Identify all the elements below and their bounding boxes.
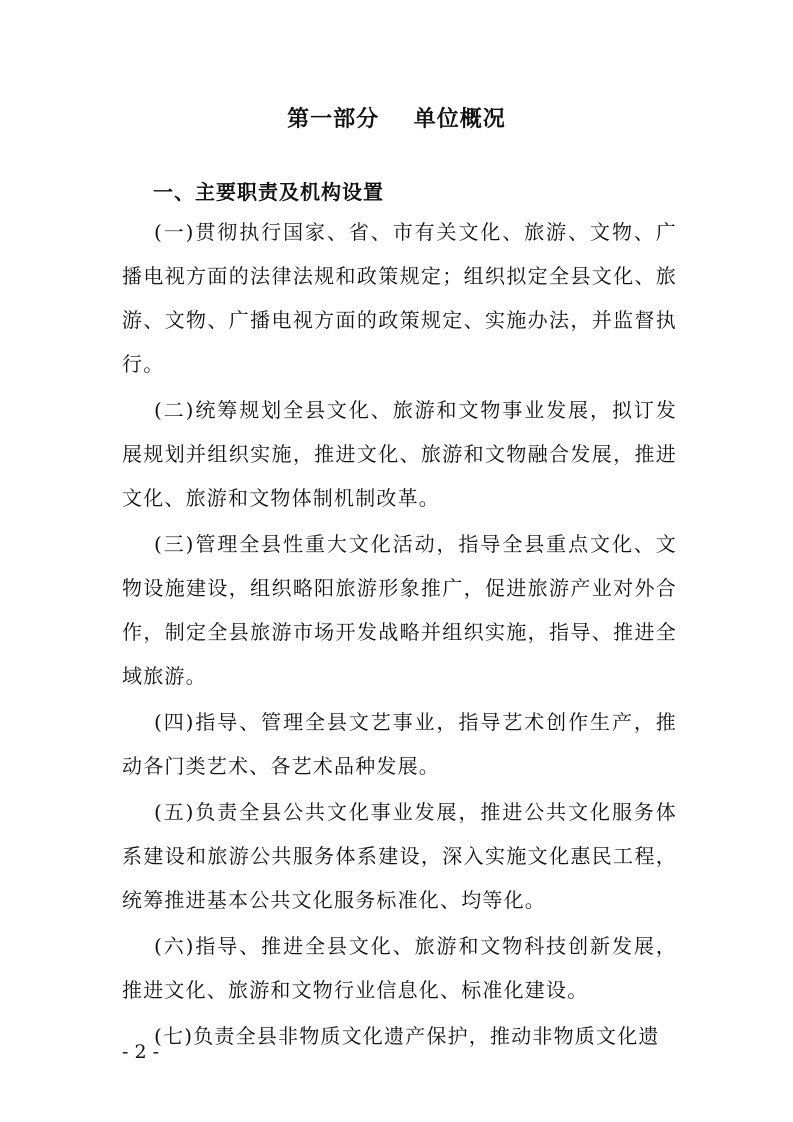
page-number: - 2 - [122, 1041, 160, 1063]
page-title: 第一部分 单位概况 [287, 107, 506, 132]
paragraph-7: (七)负责全县非物质文化遗产保护，推动非物质文化遗 [154, 1024, 660, 1048]
paragraph-1: (一)贯彻执行国家、省、市有关文化、旅游、文物、广播电视方面的法律法规和政策规定；组织拟定全县文化、旅游、文物、广播电视方面的政策规定、实施办法，并监督执行。 [122, 220, 677, 376]
paragraph-5: (五)负责全县公共文化事业发展，推进公共文化服务体系建设和旅游公共服务体系建设，深入实施文化惠民工程，统筹推进基本公共文化服务标准化、均等化。 [122, 800, 677, 912]
paragraph-2: (二)统筹规划全县文化、旅游和文物事业发展，拟订发展规划并组织实施，推进文化、旅游和文物融合发展，推进文化、旅游和文物体制机制改革。 [122, 398, 677, 510]
paragraph-4: (四)指导、管理全县文艺事业，指导艺术创作生产，推动各门类艺术、各艺术品种发展。 [122, 710, 677, 778]
paragraph-3: (三)管理全县性重大文化活动，指导全县重点文化、文物设施建设，组织略阳旅游形象推广，促进旅游产业对外合作，制定全县旅游市场开发战略并组织实施，指导、推进全域旅游。 [122, 532, 677, 688]
body-text [122, 210, 677, 1060]
section-heading: 一、主要职责及机构设置 [153, 180, 384, 204]
paragraph-6: (六)指导、推进全县文化、旅游和文物科技创新发展，推进文化、旅游和文物行业信息化、标准化建设。 [122, 934, 677, 1002]
